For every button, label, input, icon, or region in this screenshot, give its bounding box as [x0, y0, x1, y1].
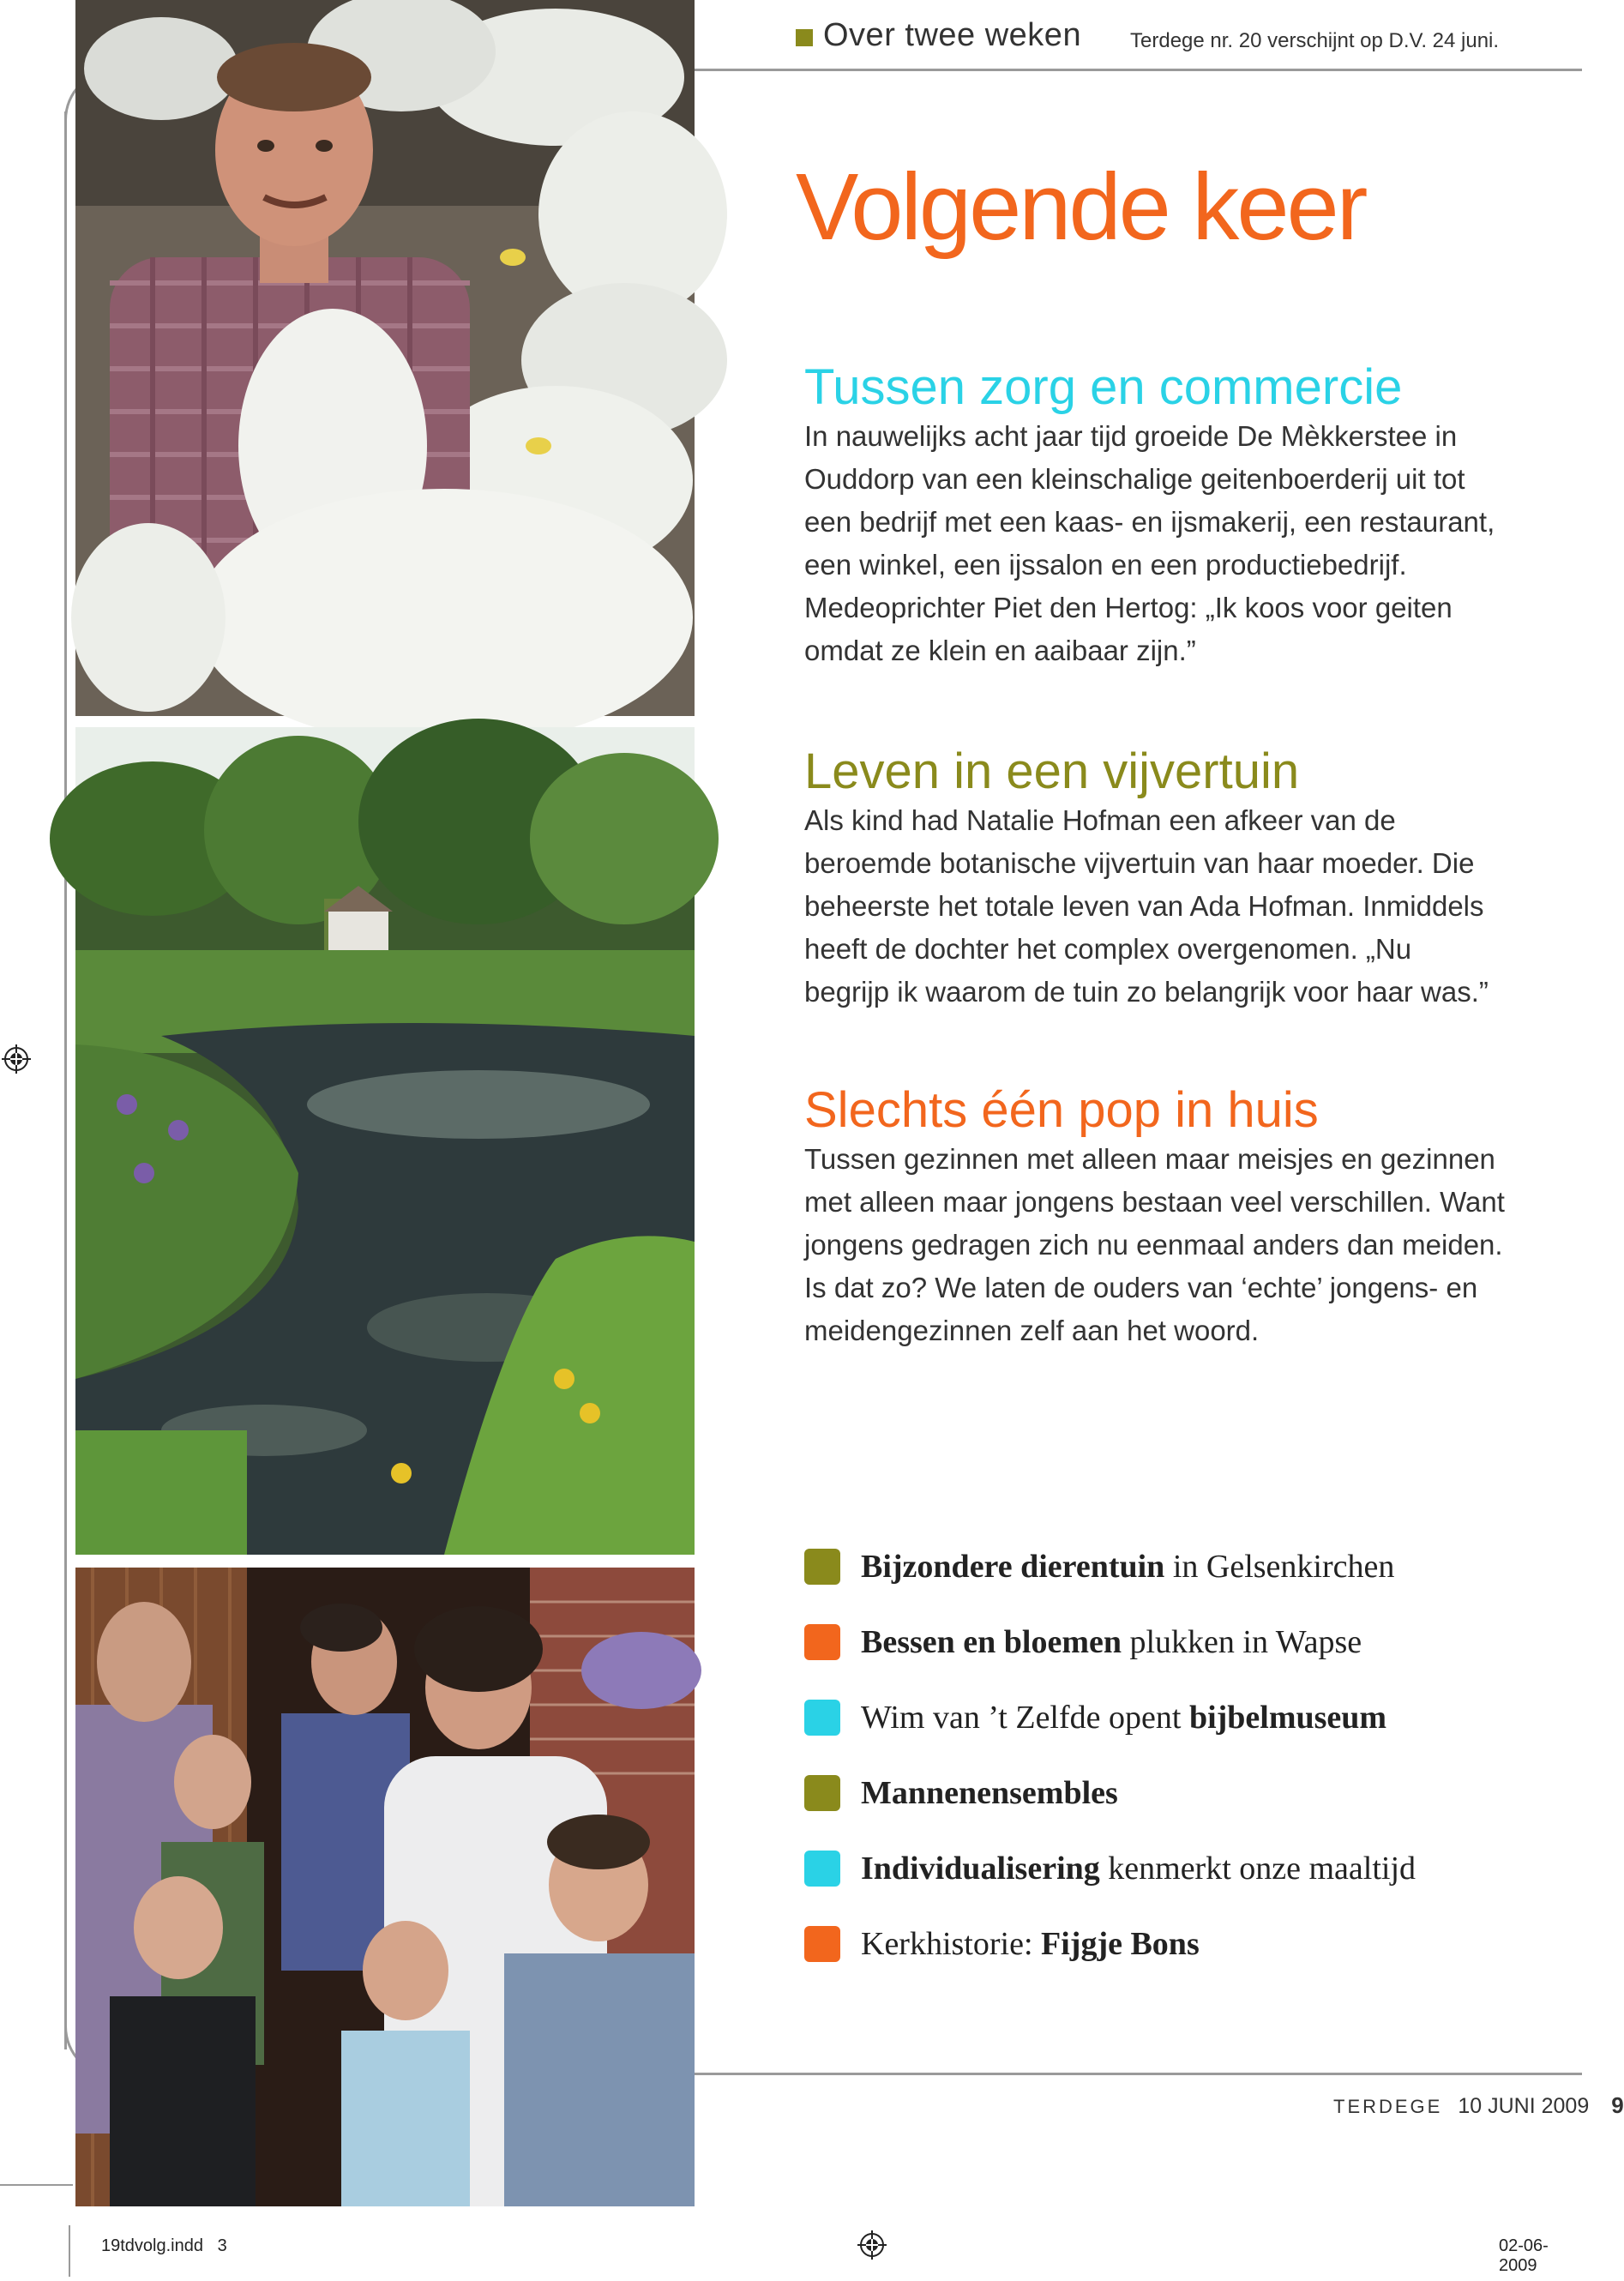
olive-bullet-icon	[804, 1775, 840, 1811]
teaser-label: Individualisering kenmerkt onze maaltijd	[861, 1851, 1416, 1887]
pond-garden-photo	[75, 727, 695, 1555]
teaser-label: Kerkhistorie: Fijgje Bons	[861, 1926, 1200, 1962]
body-line: Tussen gezinnen met alleen maar meisjes en gezinnen	[804, 1143, 1495, 1175]
body-line: beheerste het totale leven van Ada Hofman. Inmiddels	[804, 890, 1484, 922]
article-title: Tussen zorg en commercie	[804, 359, 1403, 415]
body-line: Is dat zo? We laten de ouders van ‘echte’ jongens- en	[804, 1272, 1478, 1303]
body-line: In nauwelijks acht jaar tijd groeide De Mèkkerstee in	[804, 420, 1458, 452]
teaser-label: Wim van ’t Zelfde opent bijbelmuseum	[861, 1700, 1387, 1736]
teaser-item	[804, 1925, 1200, 1963]
teaser-label: Mannenensembles	[861, 1775, 1118, 1811]
frame-left-edge	[64, 111, 67, 2049]
slug-file: 19tdvolg.indd 3	[101, 2236, 227, 2255]
page-title: Volgende keer	[796, 154, 1366, 260]
article-title: Slechts één pop in huis	[804, 1082, 1319, 1138]
body-line: beroemde botanische vijvertuin van haar moeder. Die	[804, 847, 1475, 879]
article-body	[804, 799, 1507, 1014]
article-2	[804, 744, 1507, 1014]
body-line: Als kind had Natalie Hofman een afkeer van de	[804, 804, 1396, 836]
article-body	[804, 415, 1507, 672]
olive-bullet-icon	[804, 1549, 840, 1585]
footer-magazine: TERDEGE	[1333, 2096, 1443, 2117]
teaser-label: Bijzondere dierentuin in Gelsenkirchen	[861, 1549, 1395, 1585]
body-line: een winkel, een ijssalon en een productiebedrijf.	[804, 549, 1407, 581]
orange-bullet-icon	[804, 1926, 840, 1962]
issue-note: Terdege nr. 20 verschijnt op D.V. 24 juni.	[1130, 29, 1500, 52]
page-number: 9	[1611, 2092, 1624, 2118]
body-line: Ouddorp van een kleinschalige geitenboerderij uit tot	[804, 463, 1465, 495]
teaser-item	[804, 1699, 1386, 1736]
body-line: jongens gedragen zich nu eenmaal anders dan meiden.	[804, 1229, 1503, 1261]
cyan-bullet-icon	[804, 1700, 840, 1736]
slug-date: 02-06-2009	[1499, 2236, 1549, 2275]
body-line: een bedrijf met een kaas- en ijsmakerij, een restaurant,	[804, 506, 1495, 538]
body-line: Medeoprichter Piet den Hertog: „Ik koos voor geiten	[804, 592, 1453, 623]
article-1	[804, 360, 1507, 672]
article-3	[804, 1083, 1507, 1352]
teaser-item	[804, 1623, 1362, 1661]
footer-date: 10 JUNI 2009	[1458, 2094, 1590, 2118]
teaser-item	[804, 1774, 1118, 1812]
orange-bullet-icon	[804, 1624, 840, 1660]
article-title: Leven in een vijvertuin	[804, 743, 1300, 799]
teaser-item	[804, 1850, 1416, 1887]
cyan-bullet-icon	[804, 1851, 840, 1887]
body-line: begrijp ik waarom de tuin zo belangrijk voor haar was.”	[804, 976, 1489, 1008]
registration-mark-icon	[857, 2230, 887, 2260]
olive-square-icon	[796, 29, 813, 46]
footer	[1333, 2092, 1624, 2119]
section-label: Over twee weken	[823, 17, 1082, 53]
family-photo	[75, 1568, 695, 2206]
body-line: meidengezinnen zelf aan het woord.	[804, 1315, 1260, 1346]
body-line: heeft de dochter het complex overgenomen. „Nu	[804, 933, 1412, 965]
crop-mark-left	[0, 2184, 73, 2186]
article-body	[804, 1138, 1507, 1352]
body-line: met alleen maar jongens bestaan veel verschillen. Want	[804, 1186, 1505, 1218]
registration-mark-icon	[2, 1044, 31, 1074]
teaser-label: Bessen en bloemen plukken in Wapse	[861, 1624, 1362, 1660]
crop-mark-vertical	[69, 2225, 70, 2277]
body-line: omdat ze klein en aaibaar zijn.”	[804, 635, 1196, 666]
teaser-item	[804, 1548, 1394, 1586]
goat-farmer-photo	[75, 0, 695, 716]
